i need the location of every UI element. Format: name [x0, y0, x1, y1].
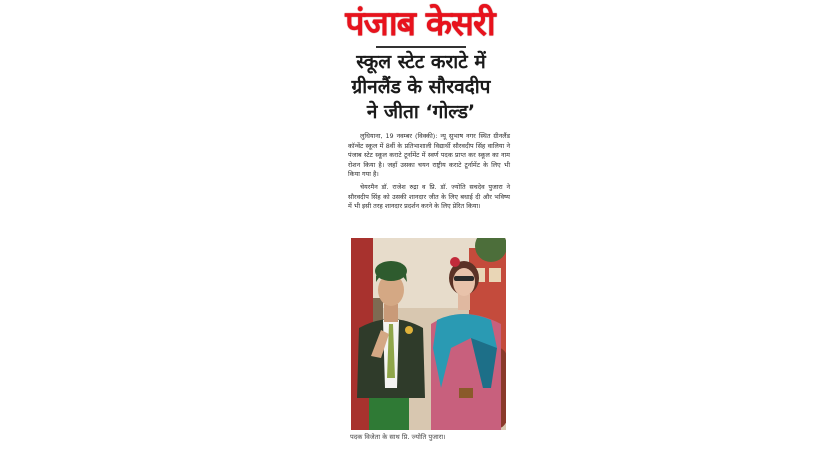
student-neck	[384, 304, 398, 322]
headline-line-1: स्कूल स्टेट कराटे में	[356, 51, 486, 73]
student-medal	[405, 326, 413, 334]
principal-hair-flower	[450, 257, 460, 267]
article-body	[348, 132, 510, 215]
newspaper-clipping	[318, 0, 522, 450]
student-turban-top	[375, 261, 407, 281]
article-photo	[351, 238, 506, 430]
article-paragraph-1: लुधियाना, 19 नवम्बर (विक्की): न्यू सुभाष नगर स्थित ग्रीनलैंड कॉन्वेंट स्कूल में 8वीं के प्रतिभाशाली विद्यार्थी सौरवदीप सिंह वालिया ने पंजाब स्टेट स्कूल कराटे टूर्नामेंट में स्वर्ण पदक प्राप्त कर स्कूल का नाम रोशन किया है। जहाँ उसका चयन राष्ट्रीय कराटे टूर्नामेंट के लिए भी किया गया है।	[348, 132, 510, 179]
headline-line-3: ने जीता ‘गोल्ड’	[366, 101, 476, 123]
principal-handbag	[459, 388, 473, 398]
photo-caption: पदक विजेता के साथ प्रि. ज्योति पुजारा।	[350, 433, 446, 441]
newspaper-masthead: पंजाब केसरी	[345, 4, 495, 44]
photo-illustration	[351, 238, 506, 430]
principal-neck	[458, 294, 470, 310]
principal-sunglasses	[454, 276, 474, 281]
photo-window-2	[489, 268, 501, 282]
article-paragraph-2: चेयरमैन डॉ. राजेश रुद्रा व प्रि. डॉ. ज्योति सचदेव पुजारा ने सौरवदीप सिंह को उसकी शानदार जीत के लिए बधाई दी और भविष्य में भी इसी तरह शानदार प्रदर्शन करने के लिए प्रेरित किया।	[348, 182, 510, 211]
masthead-divider	[376, 46, 466, 48]
article-headline	[328, 50, 514, 125]
principal-face	[453, 268, 475, 296]
headline-line-2: ग्रीनलैंड के सौरवदीप	[351, 76, 491, 98]
